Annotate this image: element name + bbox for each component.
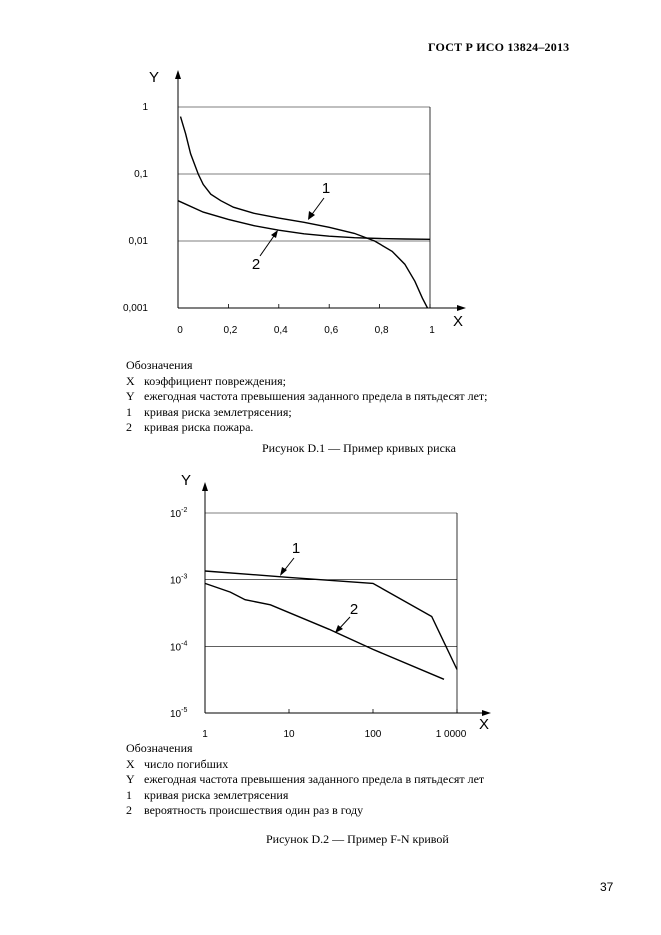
x-tick-label: 0,2	[223, 325, 238, 336]
series-line-1	[205, 571, 457, 670]
annotation-arrowhead	[280, 567, 287, 576]
legend-row: 1 кривая риска землетрясения;	[126, 404, 292, 419]
x-tick-label: 0,8	[374, 325, 389, 336]
axis-arrowhead	[202, 482, 208, 491]
y-tick-label: $10^{-3}$	[170, 573, 188, 587]
figure1-legend	[126, 358, 488, 436]
legend-row: X коэффициент повреждения;	[126, 373, 287, 388]
series-line-2	[178, 201, 430, 240]
legend-title: Обозначения	[126, 358, 193, 372]
annotation-leader	[310, 198, 324, 217]
legend-row: Y ежегодная частота превышения заданного предела в пятьдесят лет;	[126, 389, 488, 403]
y-axis-label: Y	[148, 69, 160, 86]
annotation-arrowhead	[271, 230, 278, 238]
legend-row: 2 вероятность происшествия один раз в году	[126, 803, 364, 817]
legend-row: 1 кривая риска землетрясения	[126, 787, 289, 802]
x-tick-label: 100	[364, 729, 382, 740]
legend-row: Y ежегодная частота превышения заданного предела в пятьдесят лет	[126, 772, 485, 786]
legend-row: X число погибших	[126, 756, 229, 771]
x-tick-label: 1	[202, 729, 208, 740]
y-tick-label: $10^{-5}$	[170, 707, 188, 720]
y-axis-label: Y	[180, 472, 192, 489]
x-tick-label: 0	[177, 325, 183, 336]
document-header: ГОСТ Р ИСО 13824–2013	[428, 40, 570, 54]
legend-title: Обозначения	[126, 741, 193, 755]
y-tick-label: $10^{-2}$	[170, 507, 188, 520]
x-axis-label: X	[478, 716, 490, 733]
annotation-leader	[283, 558, 294, 572]
x-tick-label: 1	[429, 325, 435, 336]
y-tick-exponent: -2	[181, 507, 188, 514]
axis-arrowhead	[457, 305, 466, 311]
annotation-arrowhead	[335, 625, 343, 633]
y-tick-label: 0,1	[134, 169, 148, 180]
figure1-caption: Рисунок D.1 — Пример кривых риска	[262, 441, 456, 455]
page-number: 37	[600, 880, 614, 894]
series-line-1	[181, 117, 428, 308]
annotation-leader	[260, 233, 276, 256]
annotation-arrowhead	[308, 211, 315, 220]
y-tick-label: 0,001	[122, 303, 148, 314]
x-axis-label: X	[452, 313, 464, 330]
y-tick-label: $10^{-4}$	[170, 640, 188, 654]
fn-curve-chart	[170, 472, 491, 740]
y-tick-exponent: -5	[181, 707, 188, 714]
series-line-2	[205, 583, 444, 679]
axis-arrowhead	[482, 710, 491, 716]
figure2-caption: Рисунок D.2 — Пример F-N кривой	[266, 832, 449, 846]
figure2-legend	[126, 741, 484, 819]
axis-arrowhead	[175, 70, 181, 79]
y-tick-label: 1	[142, 102, 148, 113]
legend-row: 2 кривая риска пожара.	[126, 420, 254, 434]
x-tick-label: 0,4	[273, 325, 288, 336]
x-tick-label: 10	[283, 729, 295, 740]
curve-label-1: 1	[291, 540, 301, 557]
x-tick-label: 1 0000	[435, 729, 467, 740]
y-tick-exponent: -4	[181, 640, 188, 648]
y-tick-label: 0,01	[128, 236, 148, 247]
curve-label-2: 2	[251, 256, 261, 273]
x-tick-label: 0,6	[324, 325, 339, 336]
curve-label-1: 1	[321, 180, 331, 197]
annotation-leader	[338, 617, 350, 630]
y-tick-exponent: -3	[181, 573, 188, 581]
curve-label-2: 2	[349, 601, 359, 618]
